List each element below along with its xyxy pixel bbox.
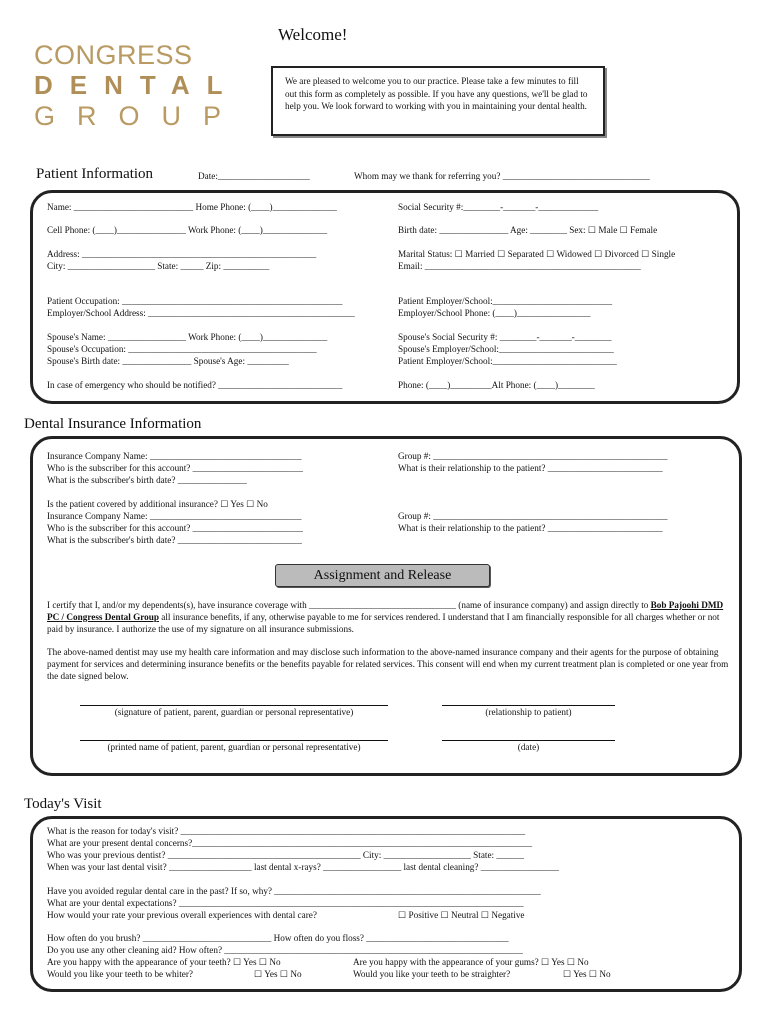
happy-teeth-field[interactable]: Are you happy with the appearance of your teeth? ☐ Yes ☐ No [47, 957, 281, 967]
spouse-employer-field[interactable]: Spouse's Employer/School:_________________________ [398, 344, 614, 354]
expectations-field[interactable]: What are your dental expectations? ___________________________________________________________________________ [47, 898, 524, 908]
certify-text-b: all insurance benefits, if any, otherwise payable to me for services rendered. I understand that I am financially responsible for all charges whether or not paid by insurance. I authorize the use of my signature on all insurance submissions. [47, 612, 720, 634]
signature-caption: (signature of patient, parent, guardian or personal representative) [114, 707, 354, 717]
subscriber-2[interactable]: Who is the subscriber for this account? ________________________ [47, 523, 303, 533]
occupation-field[interactable]: Patient Occupation: ________________________________________________ [47, 296, 343, 306]
welcome-title: Welcome! [278, 25, 348, 44]
spouse-birth-field[interactable]: Spouse's Birth date: _______________ Spouse's Age: _________ [47, 356, 289, 366]
birth-age-sex-field[interactable]: Birth date: _______________ Age: ________ Sex: ☐ Male ☐ Female [398, 225, 658, 235]
cleaning-aid-field[interactable]: Do you use any other cleaning aid? How often? _________________________________________________________________ [47, 945, 523, 955]
whiter-label: Would you like your teeth to be whiter? [47, 969, 193, 979]
straighter-label: Would you like your teeth to be straighter? [353, 969, 511, 979]
visit-reason-field[interactable]: What is the reason for today's visit? ___________________________________________________________________________ [47, 826, 526, 836]
certify-text-a: I certify that I, and/or my dependents(s), have insurance coverage with ________________________________ (name of insurance company) and assign directly to [47, 600, 649, 610]
happy-gums-field[interactable]: Are you happy with the appearance of your gums? ☐ Yes ☐ No [353, 957, 589, 967]
logo-line-2: DENTAL [34, 70, 240, 100]
ssn-field[interactable]: Social Security #:________-_______-_____________ [398, 202, 599, 212]
avoided-care-field[interactable]: Have you avoided regular dental care in the past? If so, why? __________________________________________________________ [47, 886, 541, 896]
subscriber-birth-1[interactable]: What is the subscriber's birth date? _______________ [47, 475, 247, 485]
name-field[interactable]: Name: __________________________ Home Phone: (____)______________ [47, 202, 337, 212]
emergency-contact-field[interactable]: In case of emergency who should be notified? ___________________________ [47, 380, 343, 390]
emergency-phone-field[interactable]: Phone: (____)_________Alt Phone: (____)________ [398, 380, 595, 390]
subscriber-1[interactable]: Who is the subscriber for this account? ________________________ [47, 463, 303, 473]
logo-line-1: CONGRESS [34, 40, 193, 70]
employer-address-field[interactable]: Employer/School Address: _____________________________________________ [47, 308, 355, 318]
brush-floss-field[interactable]: How often do you brush? ____________________________ How often do you floss? _______________________________ [47, 933, 509, 943]
spouse-ssn-field[interactable]: Spouse's Social Security #: ________-_______-________ [398, 332, 612, 342]
subscriber-birth-2[interactable]: What is the subscriber's birth date? ___________________________ [47, 535, 302, 545]
relationship-1[interactable]: What is their relationship to the patient? _________________________ [398, 463, 663, 473]
patient-section-title: Patient Information [36, 166, 154, 182]
marital-status-field[interactable]: Marital Status: ☐ Married ☐ Separated ☐ Widowed ☐ Divorced ☐ Single [398, 249, 676, 259]
previous-dentist-field[interactable]: Who was your previous dentist? __________________________________________ City: ___________________ State: ______ [47, 850, 524, 860]
assignment-release-header: Assignment and Release [275, 564, 490, 587]
relationship-caption: (relationship to patient) [485, 707, 572, 717]
insurance-section-title: Dental Insurance Information [24, 416, 202, 432]
consent-paragraph: The above-named dentist may use my health care information and may disclose such information to the above-named insurance company and their agents for the purpose of obtaining payment for services and determining insurance benefits or the benefits payable for related services. This consent will end when my current treatment plan is completed or one year from the date signed below. [47, 647, 729, 681]
additional-insurance[interactable]: Is the patient covered by additional insurance? ☐ Yes ☐ No [47, 499, 268, 509]
welcome-text: We are pleased to welcome you to our practice. Please take a few minutes to fill out this form as completely as possible. If you have any questions, we'll be glad to help you. We look forward to working with you in maintaining your dental health. [285, 76, 588, 111]
straighter-options[interactable]: ☐ Yes ☐ No [563, 969, 611, 979]
referral-field[interactable]: Whom may we thank for referring you? ________________________________ [354, 171, 650, 181]
insurance-company-2[interactable]: Insurance Company Name: _________________________________ [47, 511, 302, 521]
employer-field[interactable]: Patient Employer/School:__________________________ [398, 296, 613, 306]
spouse-occupation-field[interactable]: Spouse's Occupation: _________________________________________ [47, 344, 317, 354]
city-state-zip-field[interactable]: City: ___________________ State: _____ Zip: __________ [47, 261, 270, 271]
group-number-2[interactable]: Group #: ___________________________________________________ [398, 511, 668, 521]
rate-experience-label: How would your rate your previous overall experiences with dental care? [47, 910, 317, 920]
visit-section-title: Today's Visit [24, 796, 102, 812]
spouse-name-field[interactable]: Spouse's Name: _________________ Work Phone: (____)______________ [47, 332, 328, 342]
welcome-box [271, 66, 605, 136]
address-field[interactable]: Address: ___________________________________________________ [47, 249, 317, 259]
date-field[interactable]: Date:____________________ [198, 171, 310, 181]
relationship-2[interactable]: What is their relationship to the patient? _________________________ [398, 523, 663, 533]
group-number-1[interactable]: Group #: ___________________________________________________ [398, 451, 668, 461]
doctor-name: Bob Pajoohi DMD PC / Congress Dental Group [47, 600, 724, 622]
date-caption: (date) [517, 742, 540, 752]
last-visit-field[interactable]: When was your last dental visit? __________________ last dental x-rays? _________________ last dental cleaning? _________________ [47, 862, 559, 872]
patient-employer-2-field[interactable]: Patient Employer/School:___________________________ [398, 356, 617, 366]
dental-concerns-field[interactable]: What are your present dental concerns?__________________________________________________________________________ [47, 838, 533, 848]
company-logo [34, 40, 244, 132]
cell-phone-field[interactable]: Cell Phone: (____)_______________ Work Phone: (____)______________ [47, 225, 328, 235]
logo-line-3: GROUP [34, 101, 244, 131]
email-field[interactable]: Email: _______________________________________________ [398, 261, 641, 271]
whiter-options[interactable]: ☐ Yes ☐ No [254, 969, 302, 979]
rate-experience-options[interactable]: ☐ Positive ☐ Neutral ☐ Negative [398, 910, 525, 920]
certify-paragraph [47, 599, 727, 635]
insurance-company-1[interactable]: Insurance Company Name: _________________________________ [47, 451, 302, 461]
employer-phone-field[interactable]: Employer/School Phone: (____)________________ [398, 308, 591, 318]
printed-name-caption: (printed name of patient, parent, guardian or personal representative) [107, 742, 361, 752]
